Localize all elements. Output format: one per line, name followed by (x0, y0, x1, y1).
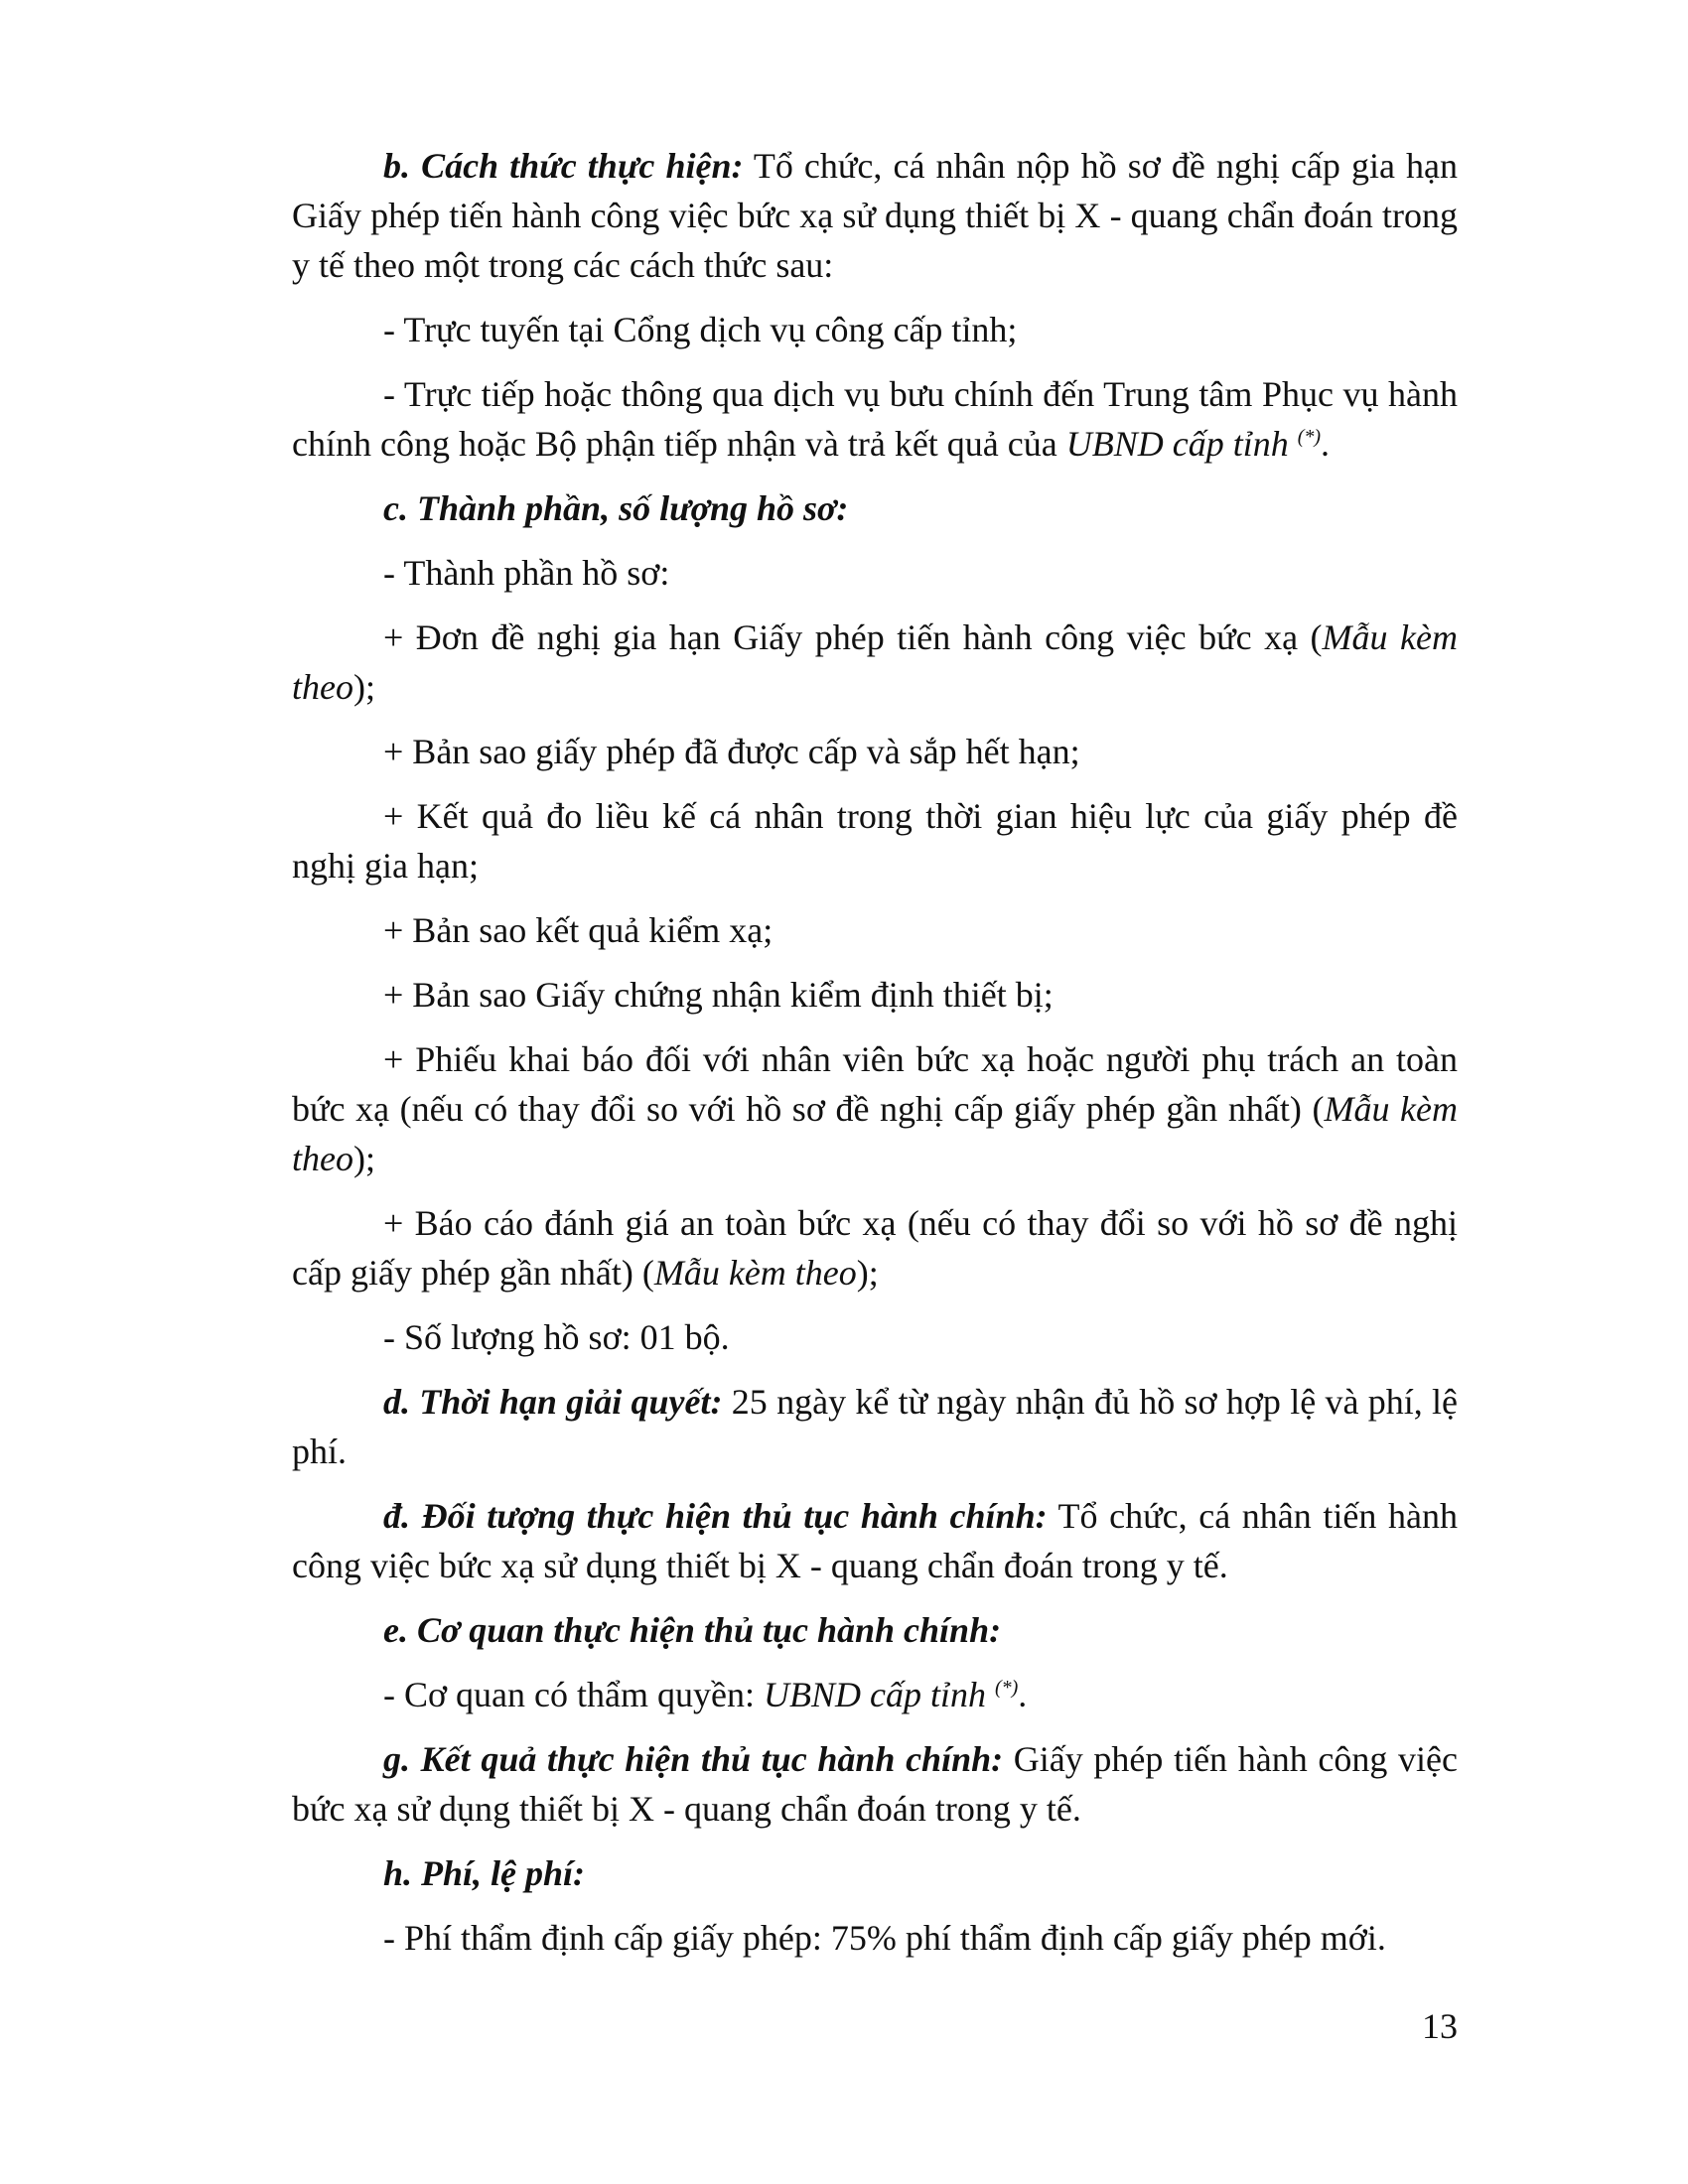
section-b-heading: b. Cách thức thực hiện: (383, 146, 744, 186)
section-b-paragraph (292, 141, 1458, 290)
section-b-item-direct-end: . (1321, 424, 1331, 464)
section-c-doc-safety-report-end: ); (856, 1253, 879, 1293)
section-c-doc-application-end: ); (352, 667, 375, 707)
section-c-doc-application-text: + Đơn đề nghị gia hạn Giấy phép tiến hành công việc bức xạ ( (383, 617, 1323, 657)
section-e-authority (292, 1670, 1458, 1719)
section-dd-paragraph (292, 1491, 1458, 1590)
section-h-fee: - Phí thẩm định cấp giấy phép: 75% phí thẩm định cấp giấy phép mới. (383, 1918, 1386, 1958)
section-c-quantity: - Số lượng hồ sơ: 01 bộ. (383, 1317, 730, 1357)
section-c-doc-application (292, 613, 1458, 712)
section-c-doc-safety-report-form: Mẫu kèm theo (653, 1253, 857, 1293)
section-e-heading: e. Cơ quan thực hiện thủ tục hành chính: (383, 1610, 1002, 1650)
section-b-footnote-mark: (*) (1297, 426, 1322, 448)
section-c-doc-dosimeter: + Kết quả đo liều kế cá nhân trong thời gian hiệu lực của giấy phép đề nghị gia hạn; (292, 796, 1458, 886)
section-b-item-direct-text: - Trực tiếp hoặc thông qua dịch vụ bưu chính đến Trung tâm Phục vụ hành chính công hoặc Bộ phận tiếp nhận và trả kết quả của (292, 374, 1458, 464)
section-c-doc-staff-declaration-text: + Phiếu khai báo đối với nhân viên bức xạ hoặc người phụ trách an toàn bức xạ (nếu có thay đổi so với hồ sơ đề nghị cấp giấy phép gần nhất) ( (292, 1039, 1458, 1129)
section-e-authority-name: UBND cấp tỉnh (763, 1675, 986, 1714)
section-dd-heading: đ. Đối tượng thực hiện thủ tục hành chính: (383, 1496, 1048, 1536)
section-c-doc-staff-declaration-end: ); (352, 1139, 375, 1178)
section-c-doc-staff-declaration (292, 1034, 1458, 1183)
section-c-heading-paragraph (292, 483, 1458, 533)
section-h-heading-paragraph (292, 1848, 1458, 1898)
page-number: 13 (1422, 2006, 1458, 2046)
section-g-heading: g. Kết quả thực hiện thủ tục hành chính: (383, 1739, 1004, 1779)
section-d-paragraph (292, 1377, 1458, 1476)
section-c-doc-radiation-check: + Bản sao kết quả kiểm xạ; (383, 910, 774, 950)
section-h-heading: h. Phí, lệ phí: (383, 1853, 586, 1893)
section-g-text: Giấy phép tiến hành công việc bức xạ sử dụng thiết bị X - quang chẩn đoán trong y tế. (292, 1739, 1458, 1829)
section-c-doc-license-copy: + Bản sao giấy phép đã được cấp và sắp hết hạn; (383, 732, 1080, 771)
section-b-item-direct (292, 369, 1458, 469)
section-c-doc-staff-declaration-form: Mẫu kèm theo (292, 1089, 1458, 1178)
section-c-components-label: - Thành phần hồ sơ: (383, 553, 670, 593)
section-d-text: 25 ngày kể từ ngày nhận đủ hồ sơ hợp lệ và phí, lệ phí. (292, 1382, 1459, 1471)
section-e-authority-end: . (1018, 1675, 1028, 1714)
section-c-heading: c. Thành phần, số lượng hồ sơ: (383, 488, 849, 528)
section-e-heading-paragraph (292, 1605, 1458, 1655)
section-c-doc-safety-report-text: + Báo cáo đánh giá an toàn bức xạ (nếu có thay đổi so với hồ sơ đề nghị cấp giấy phép gần nhất) ( (292, 1203, 1458, 1293)
section-b-item-direct-authority: UBND cấp tỉnh (1065, 424, 1289, 464)
section-e-authority-text: - Cơ quan có thẩm quyền: (383, 1675, 764, 1714)
section-c-doc-inspection-certificate: + Bản sao Giấy chứng nhận kiểm định thiết bị; (383, 975, 1054, 1015)
section-c-doc-safety-report (292, 1198, 1458, 1297)
section-dd-text: Tổ chức, cá nhân tiến hành công việc bức xạ sử dụng thiết bị X - quang chẩn đoán trong y tế. (292, 1496, 1458, 1585)
section-b-item-online: - Trực tuyến tại Cổng dịch vụ công cấp tỉnh; (383, 310, 1018, 349)
section-c-doc-application-form: Mẫu kèm theo (292, 617, 1458, 707)
section-g-paragraph (292, 1734, 1458, 1834)
section-b-text: Tổ chức, cá nhân nộp hồ sơ đề nghị cấp gia hạn Giấy phép tiến hành công việc bức xạ sử dụng thiết bị X - quang chẩn đoán trong y tế theo một trong các cách thức sau: (292, 146, 1458, 285)
document-page (292, 141, 1458, 1978)
section-d-heading: d. Thời hạn giải quyết: (383, 1382, 723, 1422)
section-e-footnote-mark: (*) (994, 1677, 1019, 1699)
